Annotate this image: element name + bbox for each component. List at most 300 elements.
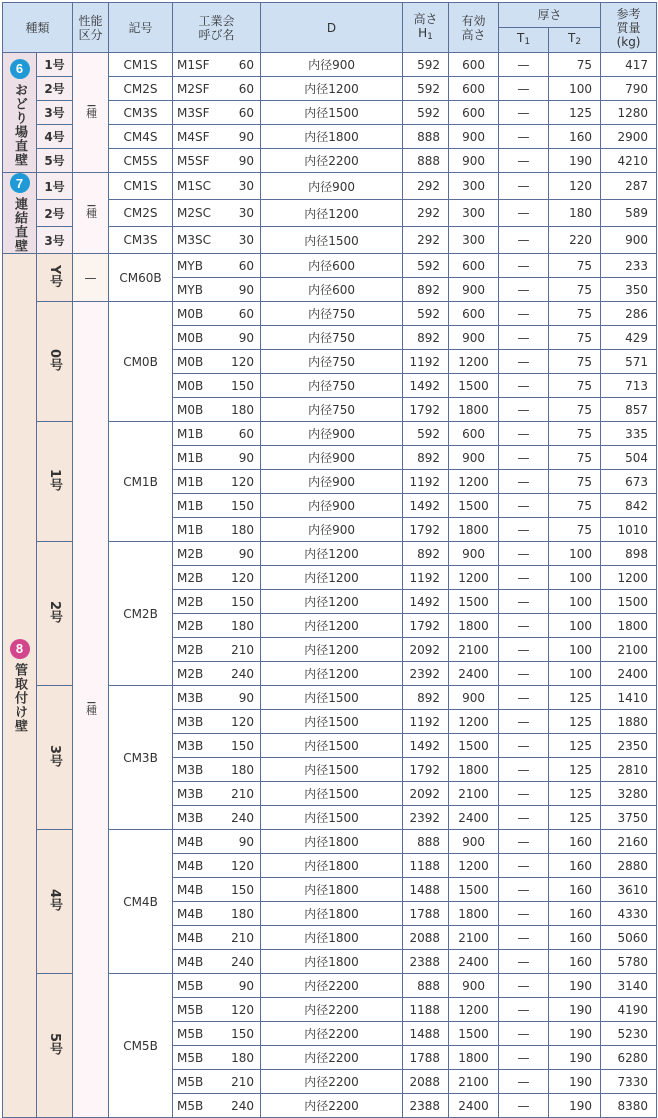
- height-cell: 2392: [403, 662, 449, 686]
- nominal-size: 90: [238, 546, 255, 561]
- nominal-name-cell: [173, 77, 261, 101]
- code-cell: CM4B: [109, 830, 173, 974]
- nominal-name-cell: [173, 53, 261, 77]
- nominal-name: M5B: [177, 978, 204, 993]
- height-cell: 592: [403, 101, 449, 125]
- nominal-name-cell: [173, 734, 261, 758]
- effective-height-cell: 900: [449, 149, 499, 173]
- nominal-name: M4B: [177, 858, 204, 873]
- code-cell: CM0B: [109, 302, 173, 422]
- nominal-name-cell: [173, 494, 261, 518]
- height-cell: 2392: [403, 806, 449, 830]
- height-cell: 592: [403, 302, 449, 326]
- diameter-cell: 内径1200: [261, 590, 403, 614]
- diameter-cell: 内径600: [261, 278, 403, 302]
- sub-number-label: 4号: [47, 888, 62, 912]
- diameter-cell: 内径1500: [261, 686, 403, 710]
- code-cell: CM1S: [109, 173, 173, 200]
- code-cell: CM2S: [109, 77, 173, 101]
- height-cell: 1788: [403, 1046, 449, 1070]
- t2-cell: 125: [549, 710, 601, 734]
- nominal-name-cell: [173, 590, 261, 614]
- nominal-size: 240: [231, 1098, 255, 1113]
- t1-cell: —: [499, 254, 549, 278]
- diameter-cell: 内径1200: [261, 542, 403, 566]
- height-cell: 1792: [403, 614, 449, 638]
- diameter-cell: 内径1500: [261, 101, 403, 125]
- t2-cell: 160: [549, 902, 601, 926]
- sub-number-cell: 3号: [37, 101, 73, 125]
- nominal-name-cell: [173, 806, 261, 830]
- mass-cell: 233: [601, 254, 657, 278]
- mass-cell: 5060: [601, 926, 657, 950]
- nominal-name: M0B: [177, 330, 204, 345]
- nominal-name-cell: [173, 782, 261, 806]
- diameter-cell: 内径750: [261, 350, 403, 374]
- t1-cell: —: [499, 686, 549, 710]
- mass-cell: 350: [601, 278, 657, 302]
- t1-cell: —: [499, 374, 549, 398]
- mass-cell: 5780: [601, 950, 657, 974]
- sub-number-cell: [37, 542, 73, 686]
- nominal-name-cell: [173, 518, 261, 542]
- sub-number-cell: 5号: [37, 149, 73, 173]
- diameter-cell: 内径2200: [261, 998, 403, 1022]
- mass-cell: 287: [601, 173, 657, 200]
- effective-height-cell: 2400: [449, 950, 499, 974]
- t1-cell: —: [499, 422, 549, 446]
- category-title: 連結直壁: [12, 197, 27, 253]
- t1-cell: —: [499, 566, 549, 590]
- diameter-cell: 内径2200: [261, 1046, 403, 1070]
- height-cell: 892: [403, 326, 449, 350]
- t2-cell: 190: [549, 1022, 601, 1046]
- height-cell: 892: [403, 542, 449, 566]
- nominal-name: M4SF: [177, 129, 210, 144]
- nominal-name: M1B: [177, 522, 204, 537]
- nominal-name: M2B: [177, 618, 204, 633]
- sub-number-label: 0号: [47, 348, 62, 372]
- category-number-badge: 8: [10, 639, 30, 659]
- sub-number-label: 1号: [47, 468, 62, 492]
- code-cell: CM60B: [109, 254, 173, 302]
- nominal-size: 180: [231, 402, 255, 417]
- t1-cell: —: [499, 590, 549, 614]
- height-cell: 888: [403, 830, 449, 854]
- height-cell: 888: [403, 149, 449, 173]
- sub-number-cell: 2号: [37, 200, 73, 227]
- diameter-cell: 内径1800: [261, 878, 403, 902]
- t1-cell: —: [499, 173, 549, 200]
- t2-cell: 160: [549, 950, 601, 974]
- nominal-name-cell: [173, 149, 261, 173]
- sub-number-cell: [37, 686, 73, 830]
- performance-class-cell: [73, 173, 109, 254]
- mass-cell: 4330: [601, 902, 657, 926]
- height-cell: 2088: [403, 926, 449, 950]
- mass-cell: 790: [601, 77, 657, 101]
- nominal-size: 180: [231, 762, 255, 777]
- t2-cell: 180: [549, 200, 601, 227]
- mass-cell: 900: [601, 227, 657, 254]
- nominal-name-cell: [173, 1022, 261, 1046]
- code-cell: CM2B: [109, 542, 173, 686]
- nominal-size: 120: [231, 714, 255, 729]
- diameter-cell: 内径2200: [261, 149, 403, 173]
- effective-height-cell: 2100: [449, 638, 499, 662]
- mass-cell: 504: [601, 446, 657, 470]
- nominal-name-cell: [173, 227, 261, 254]
- nominal-name-cell: [173, 200, 261, 227]
- nominal-name-cell: [173, 878, 261, 902]
- mass-cell: 2100: [601, 638, 657, 662]
- nominal-name-cell: [173, 854, 261, 878]
- nominal-name: M4B: [177, 930, 204, 945]
- nominal-size: 90: [238, 690, 255, 705]
- nominal-name: MYB: [177, 282, 203, 297]
- nominal-name: M5B: [177, 1074, 204, 1089]
- effective-height-cell: 900: [449, 974, 499, 998]
- t1-cell: —: [499, 950, 549, 974]
- height-cell: 1792: [403, 398, 449, 422]
- nominal-size: 90: [238, 450, 255, 465]
- category-cell: [3, 173, 37, 254]
- category-cell: [3, 53, 37, 173]
- height-cell: 1192: [403, 710, 449, 734]
- t1-cell: —: [499, 1022, 549, 1046]
- t2-cell: 100: [549, 614, 601, 638]
- effective-height-cell: 900: [449, 278, 499, 302]
- mass-cell: 286: [601, 302, 657, 326]
- mass-cell: 4210: [601, 149, 657, 173]
- nominal-size: 120: [231, 354, 255, 369]
- nominal-size: 120: [231, 1002, 255, 1017]
- mass-cell: 6280: [601, 1046, 657, 1070]
- performance-class-label: I種: [84, 103, 98, 119]
- height-cell: 1192: [403, 470, 449, 494]
- nominal-name-cell: [173, 926, 261, 950]
- header-name: 工業会 呼び名: [173, 3, 261, 53]
- sub-number-cell: [37, 302, 73, 422]
- diameter-cell: 内径1200: [261, 638, 403, 662]
- mass-cell: 1010: [601, 518, 657, 542]
- nominal-name-cell: [173, 173, 261, 200]
- nominal-name-cell: [173, 710, 261, 734]
- t2-cell: 160: [549, 125, 601, 149]
- height-cell: 592: [403, 254, 449, 278]
- t2-cell: 125: [549, 806, 601, 830]
- mass-cell: 2350: [601, 734, 657, 758]
- mass-cell: 1410: [601, 686, 657, 710]
- height-cell: 1492: [403, 494, 449, 518]
- t1-cell: —: [499, 662, 549, 686]
- t2-cell: 100: [549, 590, 601, 614]
- diameter-cell: 内径1800: [261, 854, 403, 878]
- code-cell: CM5S: [109, 149, 173, 173]
- diameter-cell: 内径1200: [261, 200, 403, 227]
- diameter-cell: 内径1200: [261, 77, 403, 101]
- height-cell: 2388: [403, 950, 449, 974]
- nominal-size: 120: [231, 858, 255, 873]
- t1-cell: —: [499, 350, 549, 374]
- effective-height-cell: 2100: [449, 926, 499, 950]
- nominal-size: 90: [238, 330, 255, 345]
- nominal-name: M3B: [177, 810, 204, 825]
- nominal-size: 180: [231, 906, 255, 921]
- diameter-cell: 内径900: [261, 446, 403, 470]
- sub-number-label: 2号: [47, 600, 62, 624]
- nominal-name-cell: [173, 998, 261, 1022]
- height-cell: 1792: [403, 758, 449, 782]
- t1-cell: —: [499, 278, 549, 302]
- nominal-size: 60: [238, 81, 255, 96]
- nominal-name: M3SC: [177, 233, 211, 247]
- height-cell: 2092: [403, 782, 449, 806]
- nominal-name: M4B: [177, 882, 204, 897]
- category-number-badge: 6: [10, 59, 30, 79]
- t2-cell: 190: [549, 1046, 601, 1070]
- diameter-cell: 内径1800: [261, 926, 403, 950]
- nominal-size: 150: [231, 594, 255, 609]
- effective-height-cell: 1200: [449, 854, 499, 878]
- performance-class-label: I種: [84, 700, 98, 716]
- diameter-cell: 内径900: [261, 494, 403, 518]
- t1-cell: —: [499, 926, 549, 950]
- diameter-cell: 内径750: [261, 398, 403, 422]
- t2-cell: 75: [549, 446, 601, 470]
- t2-cell: 75: [549, 254, 601, 278]
- height-cell: 1492: [403, 734, 449, 758]
- sub-number-label: Y号: [47, 264, 62, 288]
- effective-height-cell: 900: [449, 125, 499, 149]
- mass-cell: 335: [601, 422, 657, 446]
- nominal-name-cell: [173, 1046, 261, 1070]
- nominal-name: M2B: [177, 594, 204, 609]
- mass-cell: 7330: [601, 1070, 657, 1094]
- nominal-size: 60: [238, 426, 255, 441]
- effective-height-cell: 300: [449, 173, 499, 200]
- t2-cell: 220: [549, 227, 601, 254]
- t1-cell: —: [499, 614, 549, 638]
- t1-cell: —: [499, 149, 549, 173]
- diameter-cell: 内径1500: [261, 734, 403, 758]
- mass-cell: 898: [601, 542, 657, 566]
- nominal-name: M3B: [177, 762, 204, 777]
- mass-cell: 2400: [601, 662, 657, 686]
- nominal-name: M4B: [177, 954, 204, 969]
- nominal-name: M3B: [177, 786, 204, 801]
- mass-cell: 2810: [601, 758, 657, 782]
- nominal-size: 30: [238, 179, 255, 193]
- nominal-size: 60: [238, 57, 255, 72]
- effective-height-cell: 2400: [449, 806, 499, 830]
- nominal-name: M2SC: [177, 206, 211, 220]
- header-perf: 性能 区分: [73, 3, 109, 53]
- effective-height-cell: 600: [449, 77, 499, 101]
- nominal-size: 90: [238, 978, 255, 993]
- effective-height-cell: 1800: [449, 758, 499, 782]
- t2-cell: 125: [549, 101, 601, 125]
- effective-height-cell: 2100: [449, 1070, 499, 1094]
- nominal-name-cell: [173, 470, 261, 494]
- category-cell: [3, 254, 37, 1118]
- effective-height-cell: 900: [449, 830, 499, 854]
- nominal-name-cell: [173, 614, 261, 638]
- effective-height-cell: 2100: [449, 782, 499, 806]
- header-height: 高さ H1: [403, 3, 449, 53]
- diameter-cell: 内径900: [261, 470, 403, 494]
- nominal-name: M2SF: [177, 81, 210, 96]
- nominal-name-cell: [173, 278, 261, 302]
- effective-height-cell: 1500: [449, 374, 499, 398]
- nominal-name-cell: [173, 254, 261, 278]
- mass-cell: 2900: [601, 125, 657, 149]
- t2-cell: 75: [549, 518, 601, 542]
- diameter-cell: 内径1500: [261, 758, 403, 782]
- nominal-name: M1B: [177, 450, 204, 465]
- t1-cell: —: [499, 77, 549, 101]
- nominal-name-cell: [173, 902, 261, 926]
- t2-cell: 125: [549, 734, 601, 758]
- nominal-size: 150: [231, 738, 255, 753]
- diameter-cell: 内径2200: [261, 1070, 403, 1094]
- nominal-name: M3B: [177, 690, 204, 705]
- t2-cell: 75: [549, 398, 601, 422]
- height-cell: 1492: [403, 374, 449, 398]
- nominal-name-cell: [173, 350, 261, 374]
- sub-number-cell: 1号: [37, 173, 73, 200]
- effective-height-cell: 2400: [449, 662, 499, 686]
- mass-cell: 673: [601, 470, 657, 494]
- performance-class-label: I種: [84, 204, 98, 219]
- sub-number-label: 5号: [47, 1032, 62, 1056]
- effective-height-cell: 600: [449, 422, 499, 446]
- mass-cell: 5230: [601, 1022, 657, 1046]
- t2-cell: 100: [549, 662, 601, 686]
- nominal-size: 90: [238, 834, 255, 849]
- mass-cell: 571: [601, 350, 657, 374]
- nominal-size: 150: [231, 498, 255, 513]
- t1-cell: —: [499, 494, 549, 518]
- t1-cell: —: [499, 101, 549, 125]
- mass-cell: 4190: [601, 998, 657, 1022]
- effective-height-cell: 300: [449, 200, 499, 227]
- nominal-name: M2B: [177, 546, 204, 561]
- nominal-size: 210: [231, 1074, 255, 1089]
- height-cell: 1192: [403, 566, 449, 590]
- t1-cell: —: [499, 638, 549, 662]
- diameter-cell: 内径1800: [261, 830, 403, 854]
- diameter-cell: 内径900: [261, 422, 403, 446]
- table-body: [3, 53, 657, 1118]
- code-cell: CM2S: [109, 200, 173, 227]
- nominal-name-cell: [173, 326, 261, 350]
- nominal-name: M1SC: [177, 179, 211, 193]
- sub-number-cell: 2号: [37, 77, 73, 101]
- t1-cell: —: [499, 878, 549, 902]
- code-cell: CM3S: [109, 227, 173, 254]
- diameter-cell: 内径2200: [261, 974, 403, 998]
- height-cell: 892: [403, 686, 449, 710]
- mass-cell: 842: [601, 494, 657, 518]
- spec-table: [2, 2, 657, 1118]
- effective-height-cell: 1800: [449, 518, 499, 542]
- nominal-name: M0B: [177, 402, 204, 417]
- nominal-name-cell: [173, 446, 261, 470]
- nominal-size: 240: [231, 810, 255, 825]
- effective-height-cell: 1800: [449, 1046, 499, 1070]
- mass-cell: 589: [601, 200, 657, 227]
- t2-cell: 125: [549, 686, 601, 710]
- effective-height-cell: 1200: [449, 710, 499, 734]
- height-cell: 292: [403, 227, 449, 254]
- t1-cell: —: [499, 470, 549, 494]
- diameter-cell: 内径900: [261, 518, 403, 542]
- header-code: 記号: [109, 3, 173, 53]
- sub-number-cell: [37, 830, 73, 974]
- nominal-name-cell: [173, 950, 261, 974]
- diameter-cell: 内径1800: [261, 902, 403, 926]
- effective-height-cell: 900: [449, 542, 499, 566]
- performance-class-cell: [73, 53, 109, 173]
- t1-cell: —: [499, 854, 549, 878]
- height-cell: 1788: [403, 902, 449, 926]
- t2-cell: 100: [549, 638, 601, 662]
- effective-height-cell: 900: [449, 446, 499, 470]
- header-d: D: [261, 3, 403, 53]
- nominal-name-cell: [173, 686, 261, 710]
- height-cell: 888: [403, 974, 449, 998]
- t2-cell: 75: [549, 53, 601, 77]
- nominal-name: M5SF: [177, 153, 210, 168]
- height-cell: 2388: [403, 1094, 449, 1118]
- t1-cell: —: [499, 1046, 549, 1070]
- mass-cell: 3610: [601, 878, 657, 902]
- nominal-name-cell: [173, 662, 261, 686]
- t2-cell: 75: [549, 278, 601, 302]
- t2-cell: 75: [549, 470, 601, 494]
- nominal-name: M4B: [177, 906, 204, 921]
- height-cell: 892: [403, 446, 449, 470]
- t2-cell: 190: [549, 149, 601, 173]
- diameter-cell: 内径1500: [261, 806, 403, 830]
- effective-height-cell: 1500: [449, 590, 499, 614]
- height-cell: 1188: [403, 854, 449, 878]
- mass-cell: 857: [601, 398, 657, 422]
- diameter-cell: 内径1800: [261, 125, 403, 149]
- t1-cell: —: [499, 830, 549, 854]
- code-cell: CM4S: [109, 125, 173, 149]
- height-cell: 1792: [403, 518, 449, 542]
- nominal-name-cell: [173, 638, 261, 662]
- t1-cell: —: [499, 53, 549, 77]
- height-cell: 592: [403, 77, 449, 101]
- effective-height-cell: 1200: [449, 998, 499, 1022]
- nominal-name: M5B: [177, 1098, 204, 1113]
- nominal-name: M5B: [177, 1002, 204, 1017]
- header-mass: 参考 質量 (kg): [601, 3, 657, 53]
- nominal-name: M1B: [177, 474, 204, 489]
- table-header: [3, 3, 657, 53]
- t1-cell: —: [499, 302, 549, 326]
- nominal-size: 210: [231, 642, 255, 657]
- height-cell: 592: [403, 53, 449, 77]
- t2-cell: 75: [549, 494, 601, 518]
- diameter-cell: 内径900: [261, 53, 403, 77]
- t2-cell: 190: [549, 998, 601, 1022]
- t1-cell: —: [499, 398, 549, 422]
- header-effective-height: 有効 高さ: [449, 3, 499, 53]
